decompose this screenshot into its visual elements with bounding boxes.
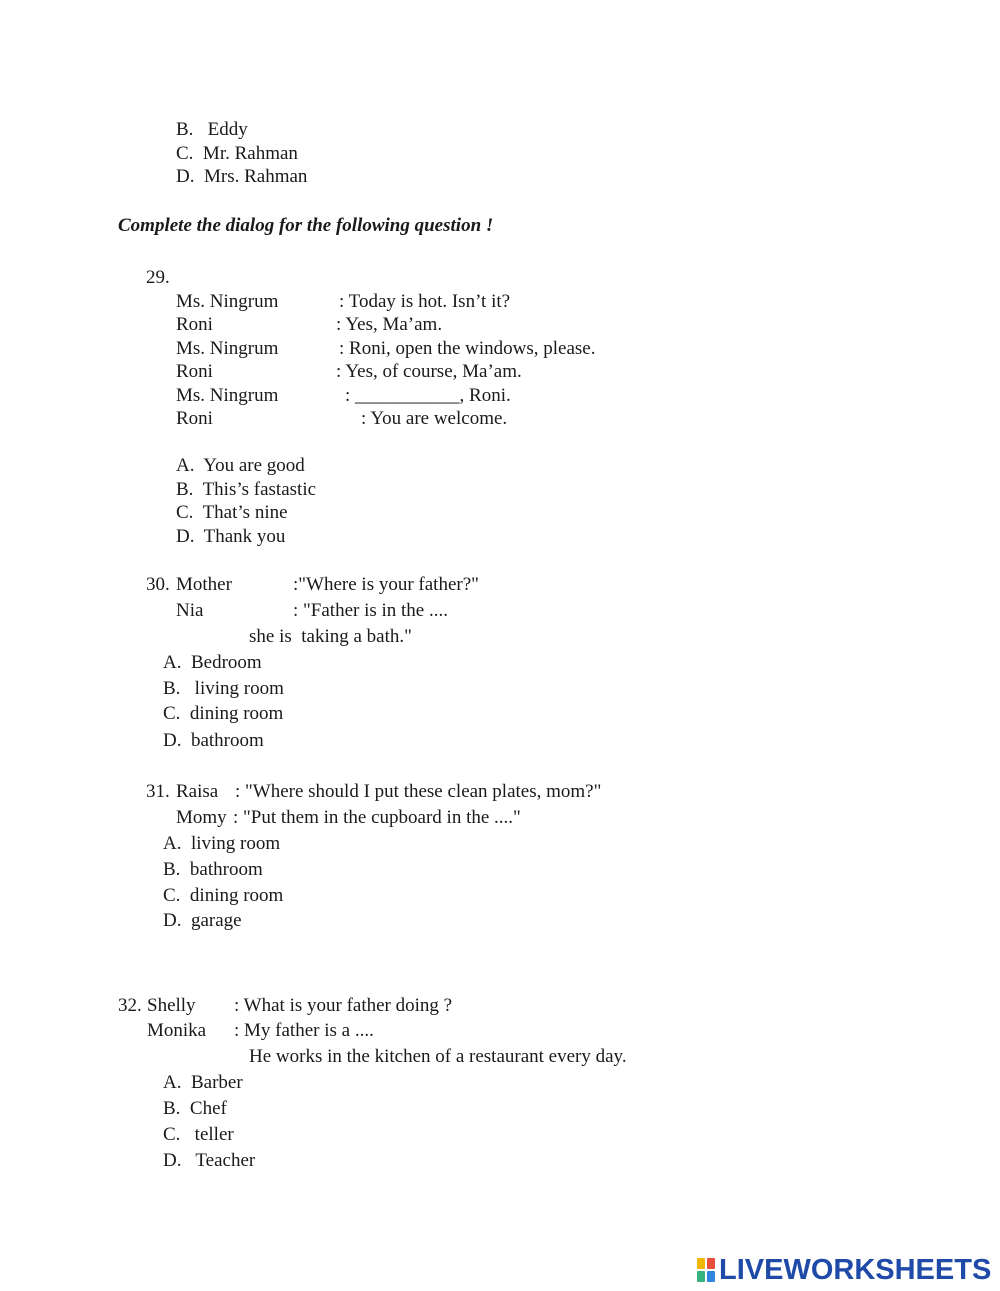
q29-speaker-4: Roni <box>176 361 213 382</box>
q31-line-1: : "Where should I put these clean plates, mom?" <box>235 781 602 802</box>
logo-square-4 <box>707 1271 715 1282</box>
logo-text: LIVEWORKSHEETS <box>719 1253 992 1286</box>
q32-line-3: He works in the kitchen of a restaurant every day. <box>249 1046 627 1067</box>
q32-line-1: : What is your father doing ? <box>234 995 453 1016</box>
liveworksheets-logo <box>697 1255 991 1285</box>
q32-line-2: : My father is a .... <box>234 1020 374 1041</box>
q31-option-d: D. garage <box>163 910 242 931</box>
q32-option-d: D. Teacher <box>163 1150 256 1171</box>
q31-option-c: C. dining room <box>163 885 284 906</box>
logo-square-3 <box>697 1271 705 1282</box>
q29-option-a: A. You are good <box>176 455 305 476</box>
q31-speaker-1: Raisa <box>176 781 219 802</box>
q30-speaker-2: Nia <box>176 600 204 621</box>
q30-option-a: A. Bedroom <box>163 652 262 673</box>
q32-speaker-1: Shelly <box>147 995 196 1016</box>
q29-speaker-2: Roni <box>176 314 213 335</box>
q28-option-b: B. Eddy <box>176 119 248 140</box>
q29-option-b: B. This’s fastastic <box>176 479 317 500</box>
q32-option-a: A. Barber <box>163 1072 243 1093</box>
q28-option-d: D. Mrs. Rahman <box>176 166 308 187</box>
q30-option-d: D. bathroom <box>163 730 264 751</box>
q32-number: 32. <box>118 995 142 1016</box>
q30-option-c: C. dining room <box>163 703 284 724</box>
q29-number: 29. <box>146 267 170 288</box>
q32-option-b: B. Chef <box>163 1098 227 1119</box>
q30-line-3: she is taking a bath." <box>249 626 412 647</box>
q29-line-2: : Yes, Ma’am. <box>336 314 443 335</box>
q28-option-c: C. Mr. Rahman <box>176 143 298 164</box>
q31-option-a: A. living room <box>163 833 281 854</box>
q31-speaker-2: Momy <box>176 807 227 828</box>
q31-line-2: : "Put them in the cupboard in the ...." <box>233 807 521 828</box>
q32-option-c: C. teller <box>163 1124 234 1145</box>
logo-square-2 <box>707 1258 715 1269</box>
q32-speaker-2: Monika <box>147 1020 207 1041</box>
q29-speaker-1: Ms. Ningrum <box>176 291 279 312</box>
q29-line-6: : You are welcome. <box>361 408 508 429</box>
section-instruction: Complete the dialog for the following question ! <box>118 215 494 236</box>
q29-line-1: : Today is hot. Isn’t it? <box>339 291 511 312</box>
logo-squares-icon <box>697 1258 715 1282</box>
q29-line-4: : Yes, of course, Ma’am. <box>336 361 522 382</box>
q29-option-d: D. Thank you <box>176 526 286 547</box>
q30-number: 30. <box>146 574 170 595</box>
q29-line-3: : Roni, open the windows, please. <box>339 338 596 359</box>
q30-option-b: B. living room <box>163 678 284 699</box>
q31-number: 31. <box>146 781 170 802</box>
logo-square-1 <box>697 1258 705 1269</box>
q29-speaker-5: Ms. Ningrum <box>176 385 279 406</box>
q31-option-b: B. bathroom <box>163 859 263 880</box>
q30-speaker-1: Mother <box>176 574 232 595</box>
q30-line-2: : "Father is in the .... <box>293 600 448 621</box>
q29-speaker-3: Ms. Ningrum <box>176 338 279 359</box>
q29-line-5[interactable]: : ___________, Roni. <box>345 385 511 406</box>
q30-line-1: :"Where is your father?" <box>293 574 479 595</box>
q29-speaker-6: Roni <box>176 408 213 429</box>
q29-option-c: C. That’s nine <box>176 502 288 523</box>
